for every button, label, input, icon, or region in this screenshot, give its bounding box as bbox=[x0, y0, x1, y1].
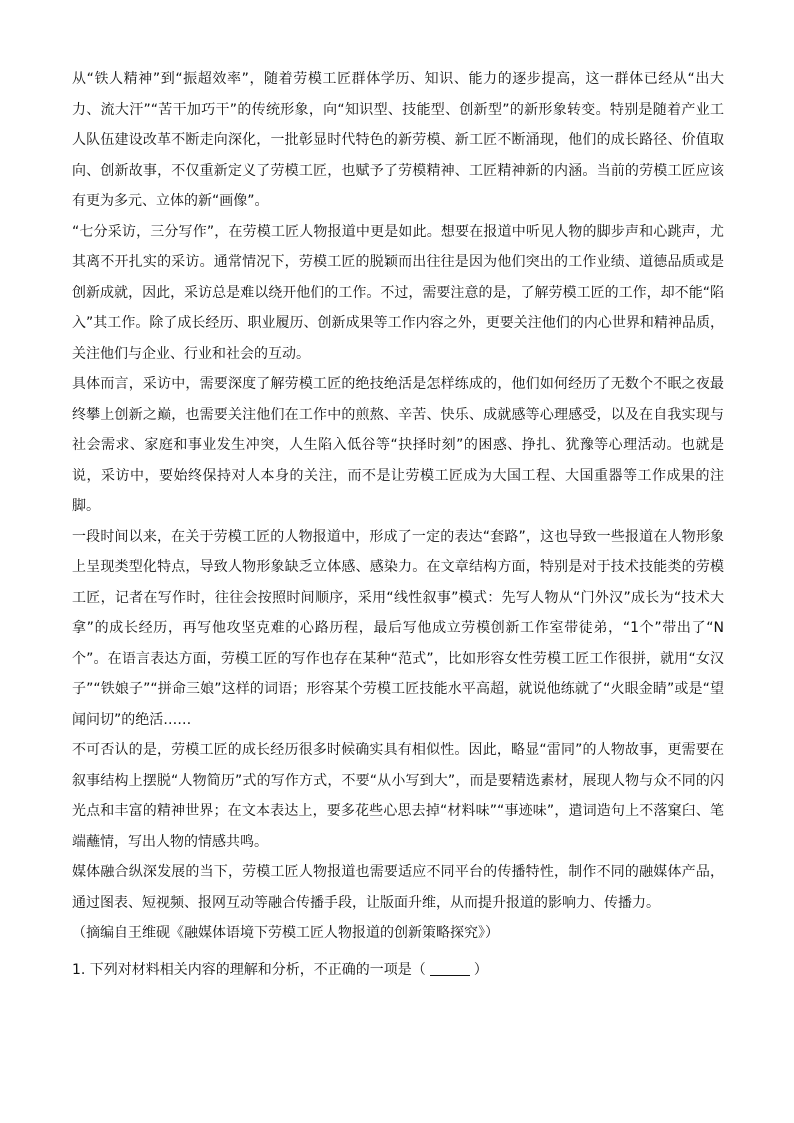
paragraph-5: 不可否认的是，劳模工匠的成长经历很多时候确实具有相似性。因此，略显“雷同”的人物故事，更需要在叙事结构上摆脱“人物简历”式的写作方式，不要“从小写到大”，而是要精选素材，展现人物与众不同的闪光点和丰富的精神世界；在文本表达上，要多花些心思去掉“材料味”“事迹味”，遣词造句上不落窠臼、笔端蘸情，写出人物的情感共鸣。 bbox=[72, 742, 724, 850]
paragraph-3: 具体而言，采访中，需要深度了解劳模工匠的绝技绝活是怎样练成的，他们如何经历了无数个不眠之夜最终攀上创新之巅，也需要关注他们在工作中的煎熬、辛苦、快乐、成就感等心理感受，以及在自我实现与社会需求、家庭和事业发生冲突，人生陷入低谷等“抉择时刻”的困惑、挣扎、犹豫等心理活动。也就是说，采访中，要始终保持对人本身的关注，而不是让劳模工匠成为大国工程、大国重器等工作成果的注脚。 bbox=[72, 376, 724, 514]
paragraph-1: 从“铁人精神”到“振超效率”，随着劳模工匠群体学历、知识、能力的逐步提高，这一群体已经从“出大力、流大汗”“苦干加巧干”的传统形象，向“知识型、技能型、创新型”的新形象转变。特别是随着产业工人队伍建设改革不断走向深化，一批彰显时代特色的新劳模、新工匠不断涌现，他们的成长路径、价值取向、创新故事，不仅重新定义了劳模工匠，也赋予了劳模精神、工匠精神新的内涵。当前的劳模工匠应该有更为多元、立体的新“画像”。 bbox=[72, 71, 724, 209]
paragraph-6: 媒体融合纵深发展的当下，劳模工匠人物报道也需要适应不同平台的传播特性，制作不同的融媒体产品，通过图表、短视频、报网互动等融合传播手段，让版面升维，从而提升报道的影响力、传播力。 bbox=[72, 864, 724, 911]
document-page bbox=[72, 64, 724, 985]
paragraph-4: 一段时间以来，在关于劳模工匠的人物报道中，形成了一定的表达“套路”，这也导致一些报道在人物形象上呈现类型化特点，导致人物形象缺乏立体感、感染力。在文章结构方面，特别是对于技术技能类的劳模工匠，记者在写作时，往往会按照时间顺序，采用“线性叙事”模式：先写人物从“门外汉”成长为“技术大拿”的成长经历，再写他攻坚克难的心路历程，最后写他成立劳模创新工作室带徒弟，“1个”带出了“N个”。在语言表达方面，劳模工匠的写作也存在某种“范式”，比如形容女性劳模工匠工作很拼，就用“女汉子”“铁娘子”“拼命三娘”这样的词语；形容某个劳模工匠技能水平高超，就说他练就了“火眼金睛”或是“望闻问切”的绝活…… bbox=[72, 528, 724, 728]
paragraph-2: “七分采访，三分写作”，在劳模工匠人物报道中更是如此。想要在报道中听见人物的脚步声和心跳声，尤其离不开扎实的采访。通常情况下，劳模工匠的脱颖而出往往是因为他们突出的工作业绩、道德品质或是创新成就，因此，采访总是难以绕开他们的工作。不过，需要注意的是，了解劳模工匠的工作，却不能“陷入”其工作。除了成长经历、职业履历、创新成果等工作内容之外，更要关注他们的内心世界和精神品质，关注他们与企业、行业和社会的互动。 bbox=[72, 223, 724, 362]
answer-blank[interactable] bbox=[430, 961, 470, 976]
question-close: ） bbox=[473, 961, 488, 978]
question-text: 1. 下列对材料相关内容的理解和分析，不正确的一项是（ bbox=[72, 961, 426, 978]
question-1 bbox=[72, 955, 724, 986]
source-citation: （摘编自王维砚《融媒体语境下劳模工匠人物报道的创新策略探究》） bbox=[72, 925, 499, 941]
